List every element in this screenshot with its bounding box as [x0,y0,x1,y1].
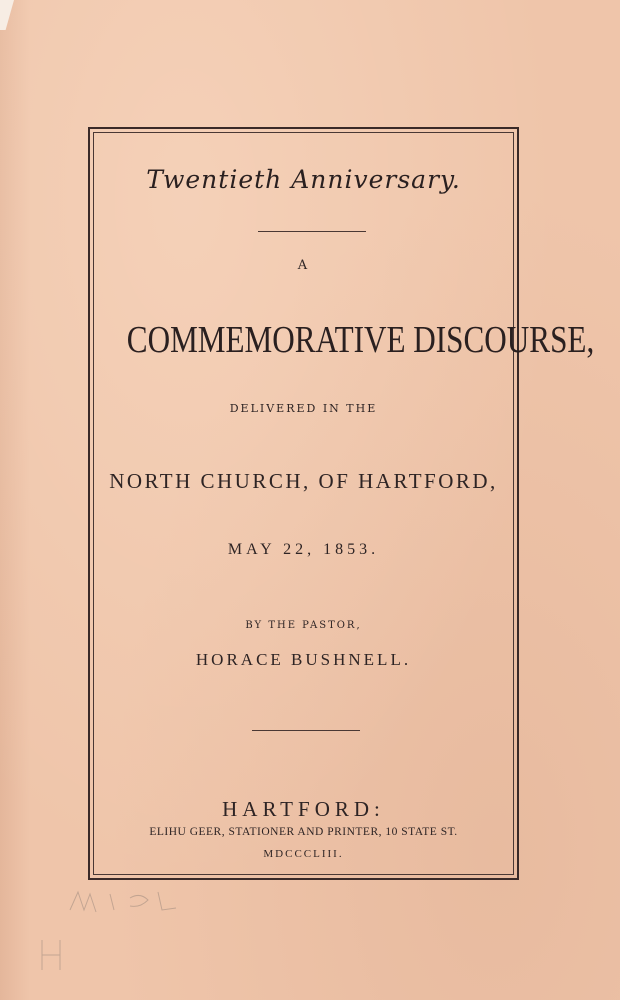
page-border-inner [93,132,595,875]
divider-rule-bottom [252,730,360,731]
byline: BY THE PASTOR, [245,620,362,631]
divider-rule-top [258,231,366,232]
printer-line: ELIHU GEER, STATIONER AND PRINTER, 10 STATE ST. [149,826,458,838]
paper-tear [0,0,14,30]
author-name: HORACE BUSHNELL. [195,650,412,669]
publication-year: MDCCCLIII. [263,848,344,860]
anniversary-heading: Twentieth Anniversary. [146,165,461,194]
publication-place: HARTFORD: [222,797,385,821]
main-title: COMMEMORATIVE DISCOURSE, [126,319,595,361]
pencil-marking [30,880,190,980]
church-line: NORTH CHURCH, OF HARTFORD, [109,469,498,493]
delivered-line: DELIVERED IN THE [229,402,378,415]
date-line: MAY 22, 1853. [227,541,380,558]
article-a: A [297,258,310,273]
